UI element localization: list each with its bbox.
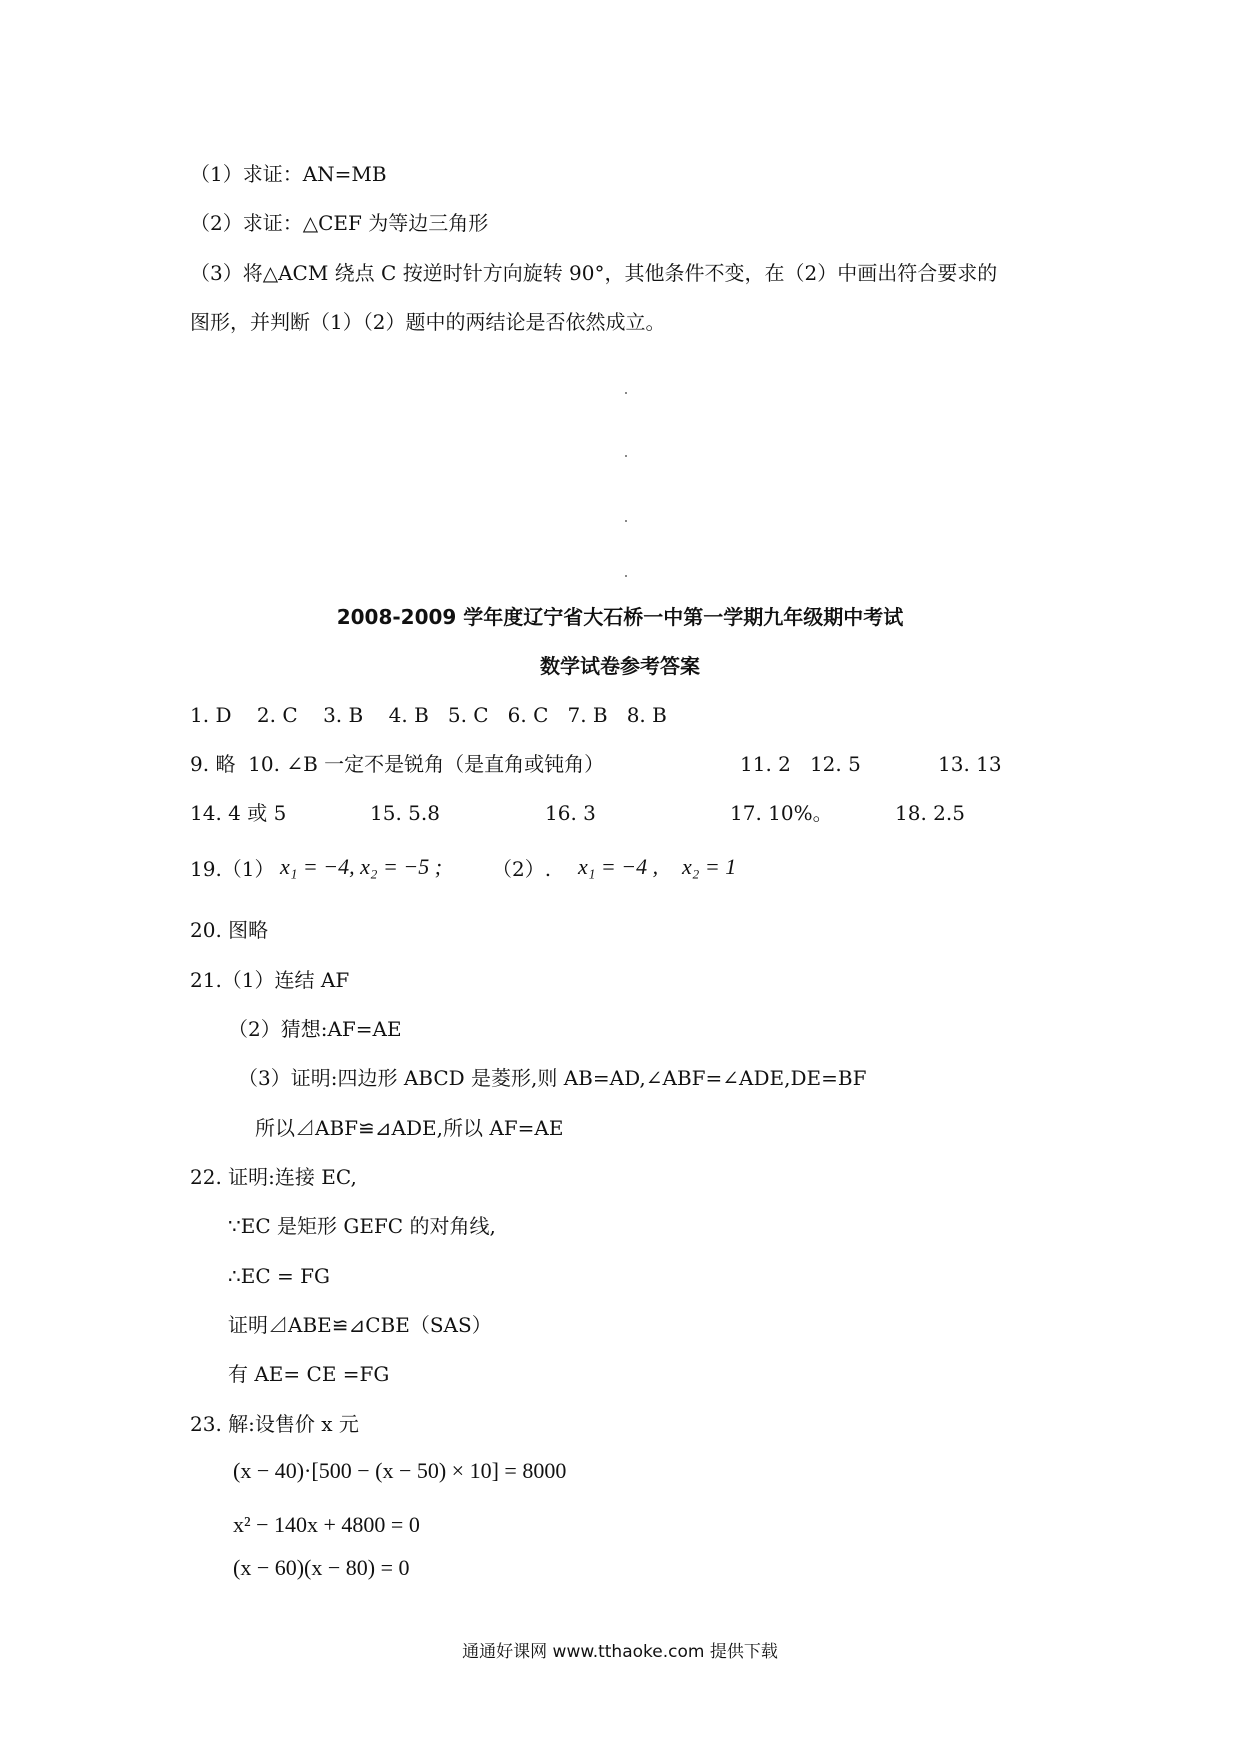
answers-row-3-c: 16. 3 <box>545 801 596 825</box>
problem-part-3-line-1: （3）将△ACM 绕点 C 按逆时针方向旋转 90°，其他条件不变，在（2）中画出符合要求的 <box>190 261 998 285</box>
problem-part-2: （2）求证：△CEF 为等边三角形 <box>190 211 489 235</box>
answer-22-line-4: 证明⊿ABE≌⊿CBE（SAS） <box>228 1313 492 1337</box>
answer-19-equation-2b: x₂ = 1 <box>682 854 737 879</box>
separator-dot <box>625 455 627 457</box>
answer-19-equation-2a: x₁ = −4 , <box>578 854 659 879</box>
answer-23-equation-3: (x − 60)(x − 80) = 0 <box>233 1555 410 1580</box>
separator-dot <box>625 392 627 394</box>
answer-20: 20. 图略 <box>190 918 269 942</box>
answers-row-3-b: 15. 5.8 <box>370 801 440 825</box>
answer-23-equation-1: (x − 40)·[500 − (x − 50) × 10] = 8000 <box>233 1458 567 1483</box>
answer-23-equation-2: x² − 140x + 4800 = 0 <box>233 1512 420 1537</box>
answer-23-line-1: 23. 解:设售价 x 元 <box>190 1412 359 1436</box>
answer-22-line-3: ∴EC = FG <box>228 1264 330 1288</box>
answer-19-part-2: （2）. <box>492 857 552 881</box>
answers-row-2-a: 9. 略 10. ∠B 一定不是锐角（是直角或钝角） <box>190 752 605 776</box>
answers-row-3-d: 17. 10%。 <box>730 801 833 825</box>
answer-22-line-5: 有 AE= CE =FG <box>228 1362 390 1386</box>
answer-22-line-1: 22. 证明:连接 EC, <box>190 1165 357 1189</box>
answer-key-title: 2008-2009 学年度辽宁省大石桥一中第一学期九年级期中考试 <box>336 605 904 629</box>
answer-21-part-3: （3）证明:四边形 ABCD 是菱形,则 AB=AD,∠ABF=∠ADE,DE=BF <box>238 1066 867 1090</box>
answer-21-part-2: （2）猜想:AF=AE <box>228 1017 402 1041</box>
answers-row-2-c: 13. 13 <box>938 752 1002 776</box>
problem-part-1: （1）求证：AN=MB <box>190 162 387 186</box>
answers-row-1: 1. D 2. C 3. B 4. B 5. C 6. C 7. B 8. B <box>190 703 667 727</box>
answers-row-3-e: 18. 2.5 <box>895 801 965 825</box>
answers-row-3-a: 14. 4 或 5 <box>190 801 287 825</box>
answer-22-line-2: ∵EC 是矩形 GEFC 的对角线, <box>228 1214 496 1238</box>
separator-dot <box>625 575 627 577</box>
separator-dot <box>625 520 627 522</box>
page-footer: 通通好课网 www.tthaoke.com 提供下载 <box>462 1642 778 1662</box>
answer-19-label: 19.（1） <box>190 857 275 881</box>
problem-part-3-line-2: 图形，并判断（1）（2）题中的两结论是否依然成立。 <box>190 310 666 334</box>
answers-row-2-b: 11. 2 12. 5 <box>740 752 861 776</box>
answer-21-part-4: 所以⊿ABF≌⊿ADE,所以 AF=AE <box>255 1116 564 1140</box>
answer-21-part-1: 21.（1）连结 AF <box>190 968 350 992</box>
answer-19-equation-1: x₁ = −4, x₂ = −5 ; <box>280 854 443 879</box>
answer-key-subtitle: 数学试卷参考答案 <box>540 654 700 678</box>
